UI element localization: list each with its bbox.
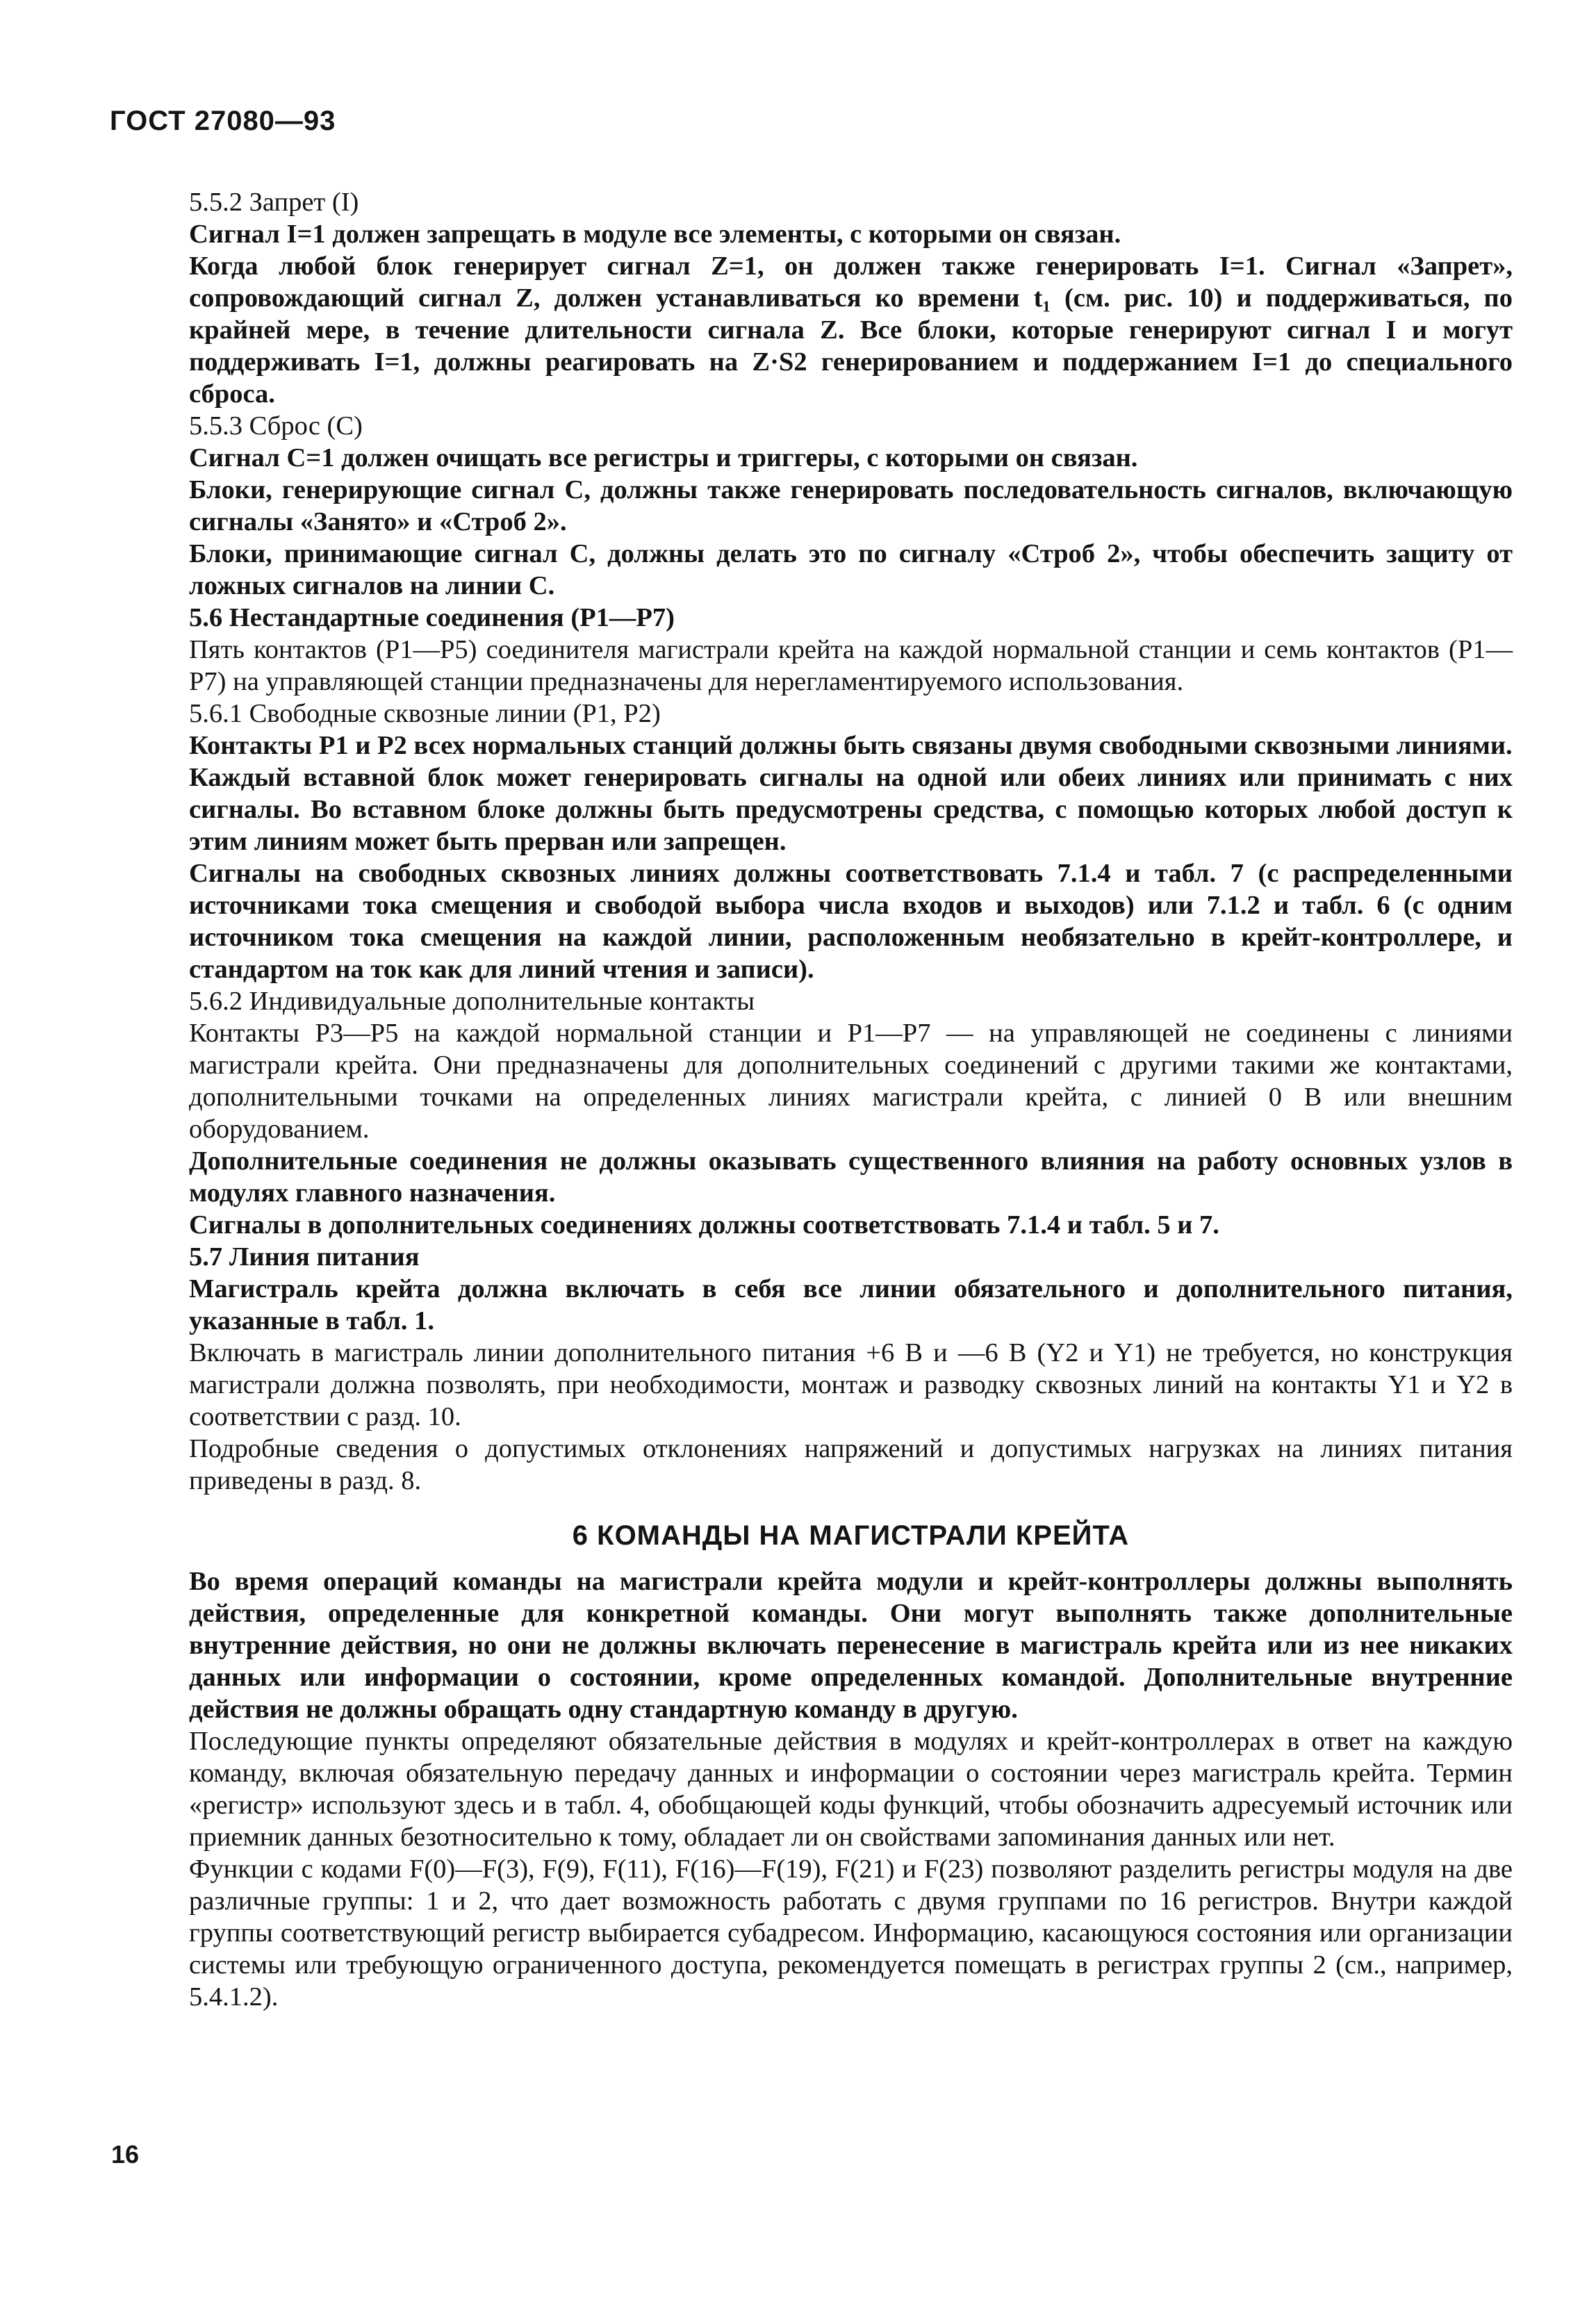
subsection-heading-5-5-2: 5.5.2 Запрет (I) bbox=[189, 188, 359, 217]
subsection-heading-5-6: 5.6 Нестандартные соединения (P1—P7) bbox=[189, 603, 675, 632]
paragraph: Сигналы на свободных сквозных линиях должны соответствовать 7.1.4 и табл. 7 (с распределенными источниками тока смещения и свободой выбора числа входов и выходов) или 7.1.2 и табл. 6 (с одним источником тока смещения на каждой линии, расположенным необязательно в крейт-контроллере, и стандартом на ток как для линий чтения и записи). bbox=[189, 859, 1513, 984]
document-body bbox=[189, 186, 1513, 2013]
subsection-heading-5-6-2: 5.6.2 Индивидуальные дополнительные контакты bbox=[189, 987, 755, 1016]
standard-header: ГОСТ 27080—93 bbox=[110, 106, 336, 136]
section-title: 6 КОМАНДЫ НА МАГИСТРАЛИ КРЕЙТА bbox=[572, 1520, 1130, 1551]
paragraph: Блоки, генерирующие сигнал С, должны также генерировать последовательность сигналов, включающую сигналы «Занято» и «Строб 2». bbox=[189, 475, 1513, 536]
paragraph: Функции с кодами F(0)—F(3), F(9), F(11), F(16)—F(19), F(21) и F(23) позволяют разделить регистры модуля на две различные группы: 1 и 2, что дает возможность работать с двумя группами по 16 регистров. Внутри каждой группы соответствующий регистр выбирается субадресом. Информацию, касающуюся состояния или организации системы или требующую ограниченного доступа, рекомендуется помещать в регистрах группы 2 (см., например, 5.4.1.2). bbox=[189, 1854, 1513, 2012]
paragraph: Последующие пункты определяют обязательные действия в модулях и крейт-контроллерах в ответ на каждую команду, включая обязательную передачу данных и информации о состоянии через магистраль крейта. Термин «регистр» используют здесь и в табл. 4, обобщающей коды функций, чтобы обозначить адресуемый источник или приемник данных безотносительно к тому, обладает ли он свойствами запоминания данных или нет. bbox=[189, 1727, 1513, 1852]
paragraph: Подробные сведения о допустимых отклонениях напряжений и допустимых нагрузках на линиях питания приведены в разд. 8. bbox=[189, 1434, 1513, 1495]
paragraph: Во время операций команды на магистрали крейта модули и крейт-контроллеры должны выполнять действия, определенные для конкретной команды. Они могут выполнять также дополнительные внутренние действия, но они не должны включать перенесение в магистраль крейта или из нее никаких данных или информации о состоянии, кроме определенных командой. Дополнительные внутренние действия не должны обращать одну стандартную команду в другую. bbox=[189, 1567, 1513, 1724]
paragraph: Блоки, принимающие сигнал С, должны делать это по сигналу «Строб 2», чтобы обеспечить защиту от ложных сигналов на линии С. bbox=[189, 539, 1513, 600]
paragraph: Контакты P3—P5 на каждой нормальной станции и P1—P7 — на управляющей не соединены с линиями магистрали крейта. Они предназначены для дополнительных соединений с другими такими же контактами, дополнительными точками на определенных линиях магистрали крейта, с линией 0 В или внешним оборудованием. bbox=[189, 1019, 1513, 1144]
paragraph: Сигналы в дополнительных соединениях должны соответствовать 7.1.4 и табл. 5 и 7. bbox=[189, 1210, 1219, 1240]
subsection-heading-5-6-1: 5.6.1 Свободные сквозные линии (P1, P2) bbox=[189, 699, 661, 728]
paragraph: Пять контактов (P1—P5) соединителя магистрали крейта на каждой нормальной станции и семь контактов (P1—P7) на управляющей станции предназначены для нерегламентируемого использования. bbox=[189, 635, 1513, 696]
paragraph: Каждый вставной блок может генерировать сигналы на одной или обеих линиях или принимать с них сигналы. Во вставном блоке должны быть предусмотрены средства, с помощью которых любой доступ к этим линиям может быть прерван или запрещен. bbox=[189, 763, 1513, 856]
subsection-heading-5-5-3: 5.5.3 Сброс (С) bbox=[189, 411, 363, 441]
paragraph: Включать в магистраль линии дополнительного питания +6 В и —6 В (Y2 и Y1) не требуется, но конструкция магистрали должна позволять, при необходимости, монтаж и разводку сквозных линий на контакты Y1 и Y2 в соответствии с разд. 10. bbox=[189, 1338, 1513, 1431]
page-number: 16 bbox=[111, 2140, 140, 2169]
paragraph: Сигнал I=1 должен запрещать в модуле все элементы, с которыми он связан. bbox=[189, 220, 1121, 249]
paragraph: Контакты P1 и P2 всех нормальных станций должны быть связаны двумя свободными сквозными линиями. bbox=[189, 731, 1513, 760]
paragraph: Когда любой блок генерирует сигнал Z=1, он должен также генерировать I=1. Сигнал «Запрет», сопровождающий сигнал Z, должен устанавливаться ко времени t₁ (см. рис. 10) и поддерживаться, по крайней мере, в течение длительности сигнала Z. Все блоки, которые генерируют сигнал I и могут поддерживать I=1, должны реагировать на Z·S2 генерированием и поддержанием I=1 до специального сброса. bbox=[189, 252, 1513, 409]
paragraph: Дополнительные соединения не должны оказывать существенного влияния на работу основных узлов в модулях главного назначения. bbox=[189, 1146, 1513, 1208]
paragraph: Магистраль крейта должна включать в себя все линии обязательного и дополнительного питания, указанные в табл. 1. bbox=[189, 1274, 1513, 1335]
subsection-heading-5-7: 5.7 Линия питания bbox=[189, 1242, 420, 1272]
paragraph: Сигнал С=1 должен очищать все регистры и триггеры, с которыми он связан. bbox=[189, 443, 1138, 472]
